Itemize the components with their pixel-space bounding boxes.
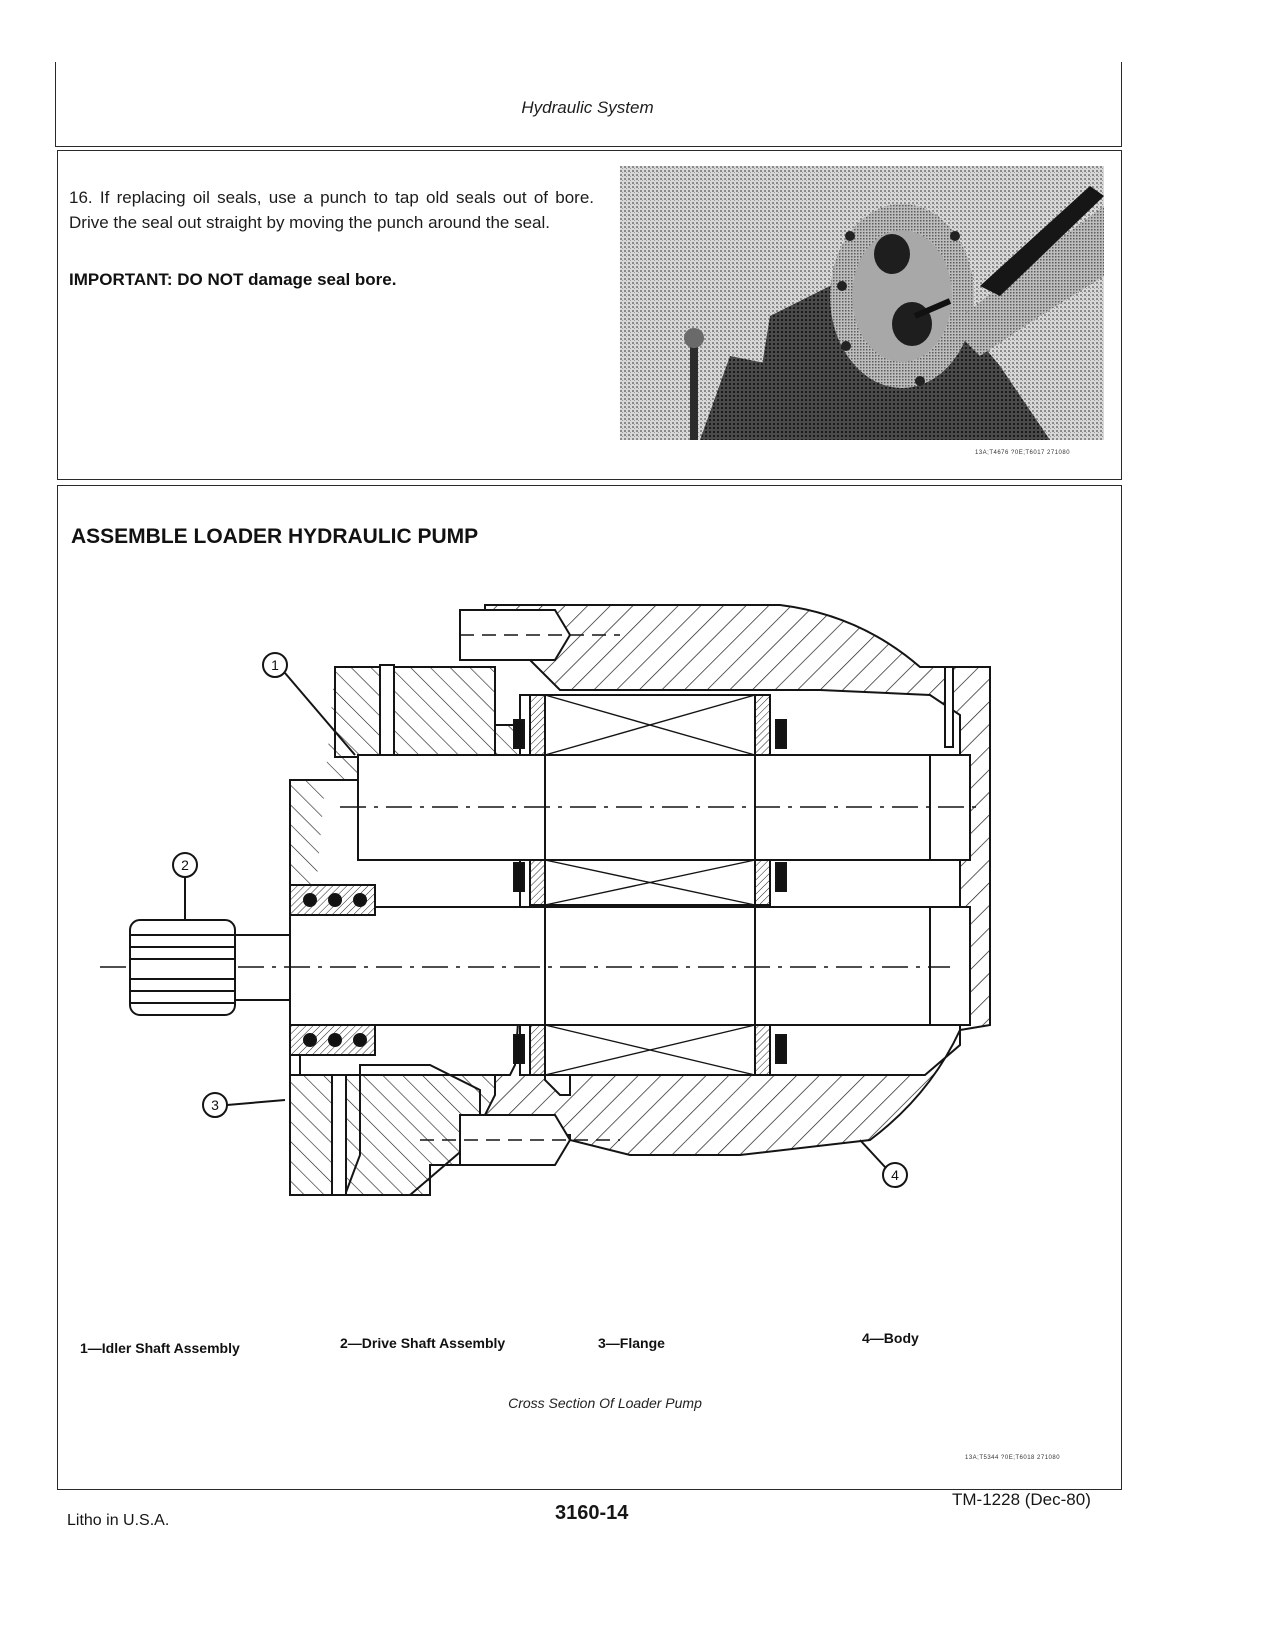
callout-3: 3 xyxy=(211,1097,219,1113)
callout-2: 2 xyxy=(181,857,189,873)
legend-item-1: 1—Idler Shaft Assembly xyxy=(80,1340,240,1356)
pump-cross-section-diagram xyxy=(100,595,1040,1280)
photo-code: 13A;T4676 ?0E;T6017 271080 xyxy=(975,450,1071,456)
figure-caption: Cross Section Of Loader Pump xyxy=(508,1395,702,1411)
callout-1: 1 xyxy=(271,657,279,673)
manual-code: TM-1228 (Dec-80) xyxy=(952,1490,1091,1509)
callout-4: 4 xyxy=(891,1167,899,1183)
legend-item-4: 4—Body xyxy=(862,1330,919,1346)
step-16-text: 16. If replacing oil seals, use a punch to tap old seals out of bore. Drive the seal out straight by moving the punch around the seal. xyxy=(69,188,594,232)
seal-removal-photo xyxy=(620,166,1104,440)
page-number: 3160-14 xyxy=(555,1502,629,1524)
footer-printer-note: Litho in U.S.A. xyxy=(67,1512,170,1529)
important-note: IMPORTANT: DO NOT damage seal bore. xyxy=(69,270,397,289)
assembly-title: ASSEMBLE LOADER HYDRAULIC PUMP xyxy=(71,525,479,548)
figure-code: 13A;T5344 ?0E;T6018 271080 xyxy=(965,1455,1061,1461)
legend-item-2: 2—Drive Shaft Assembly xyxy=(340,1335,506,1351)
page-header-title: Hydraulic System xyxy=(521,98,654,117)
legend-item-3: 3—Flange xyxy=(598,1335,665,1351)
